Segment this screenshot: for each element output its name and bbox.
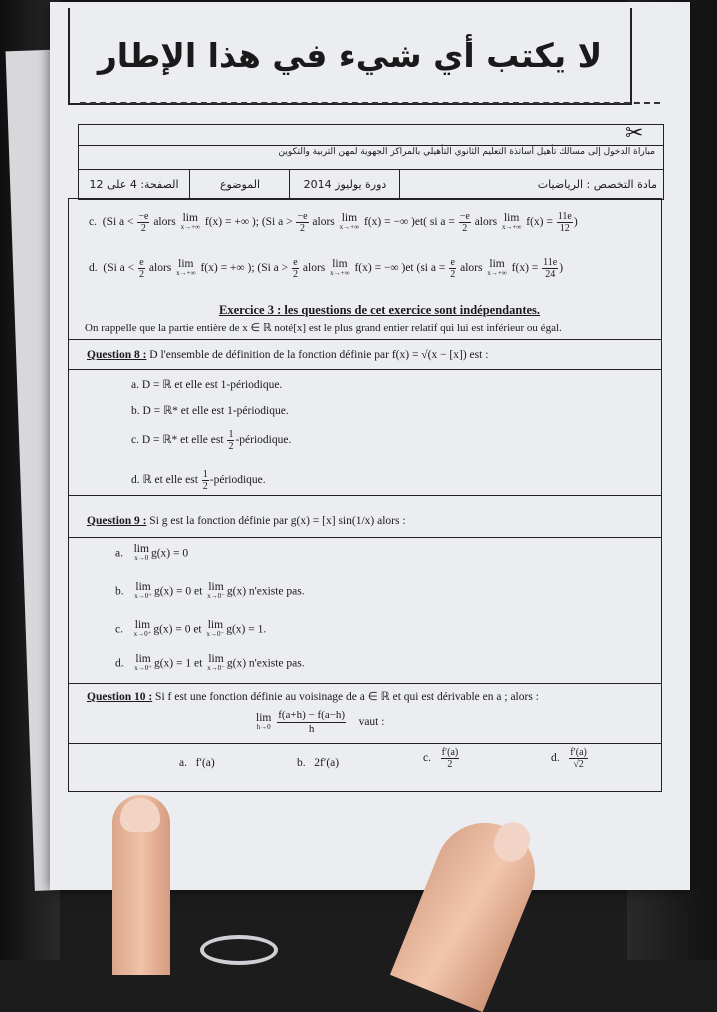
q9-option-d: d. lim x→0⁺ g(x) = 1 et lim x→0⁻ g(x) n'existe pas. (115, 653, 305, 672)
question-10: Question 10 : Si f est une fonction définie au voisinage de a ∈ ℝ et qui est dérivable en a ; alors : (87, 691, 539, 703)
answer-c: c. (Si a < $\frac{-e}{2}$ alors lim x→+∞ f(x) = +∞ ); (Si a > $\frac{-e}{2}$ alors lim x→+∞ f(x) = −∞ )et( si a = $\frac{-e}{2}$ alors lim x→+∞ f(x) = $\frac{11e}{12}$ ) (89, 211, 578, 234)
q9-option-c: c. lim x→0⁺ g(x) = 0 et lim x→0⁻ g(x) = 1. (115, 619, 267, 638)
q8-option-a: a. D = ℝ et elle est 1-périodique. (131, 379, 283, 391)
question-9: Question 9 : Si g est la fonction définie par g(x) = [x] sin(1/x) alors : (87, 515, 406, 527)
scissors-icon: ✂ (625, 120, 644, 145)
header-session: دورة يوليوز 2014 (289, 169, 400, 199)
q10-option-a: a. f′(a) (179, 757, 215, 769)
cut-line (80, 102, 660, 104)
q8-option-b: b. D = ℝ* et elle est 1-périodique. (131, 405, 289, 417)
header-subject: الموضوع (189, 169, 290, 199)
q10-option-c: c. $\frac{f'(a)}{2}$ (423, 747, 459, 770)
question-8: Question 8 : D l'ensemble de définition de la fonction définie par f(x) = √(x − [x]) est : (87, 349, 489, 361)
q8-option-d: d. ℝ et elle est $\frac{1}{2}$ -périodique. (131, 469, 266, 492)
exercise-3-intro: On rappelle que la partie entière de x ∈ ℝ noté[x] est le plus grand entier relatif qui lui est inférieur ou égal. (85, 322, 562, 334)
header-page: الصفحة: 4 على 12 (89, 177, 179, 191)
exercise-3-title: Exercice 3 : les questions de cet exercice sont indépendantes. (219, 303, 541, 317)
q10-expression: lim h→0 $\frac{f(a+h) - f(a-h)}{h}$ vaut : (256, 709, 385, 735)
ring (200, 935, 278, 965)
q10-option-d: d. $\frac{f'(a)}{√2}$ (551, 747, 587, 770)
header-title: مباراة الدخول إلى مسالك تأهيل أساتذة التعليم الثانوي التأهيلي بالمراكز الجهوية لمهن التربية والتكوين (278, 147, 655, 157)
q9-option-b: b. lim x→0⁺ g(x) = 0 et lim x→0⁻ g(x) n'existe pas. (115, 581, 305, 600)
q10-option-b: b. 2f′(a) (297, 757, 340, 769)
do-not-write-banner: لا يكتب أي شيء في هذا الإطار (68, 8, 632, 105)
exam-sheet (50, 2, 690, 890)
exam-frame (68, 198, 662, 792)
header-specialty: مادة التخصص : الرياضيات (399, 169, 663, 199)
q8-option-c: c. D = ℝ* et elle est $\frac{1}{2}$ -périodique. (131, 429, 292, 452)
answer-d: d. (Si a < $\frac{e}{2}$ alors lim x→+∞ f(x) = +∞ ); (Si a > $\frac{e}{2}$ alors lim x→+∞ f(x) = −∞ )et (si a = $\frac{e}{2}$ alors lim x→+∞ f(x) = $\frac{11e}{24}$ ) (89, 257, 564, 280)
exam-header (78, 124, 664, 200)
fingernail-left (120, 798, 160, 832)
q9-option-a: a. lim x→0 g(x) = 0 (115, 543, 189, 562)
